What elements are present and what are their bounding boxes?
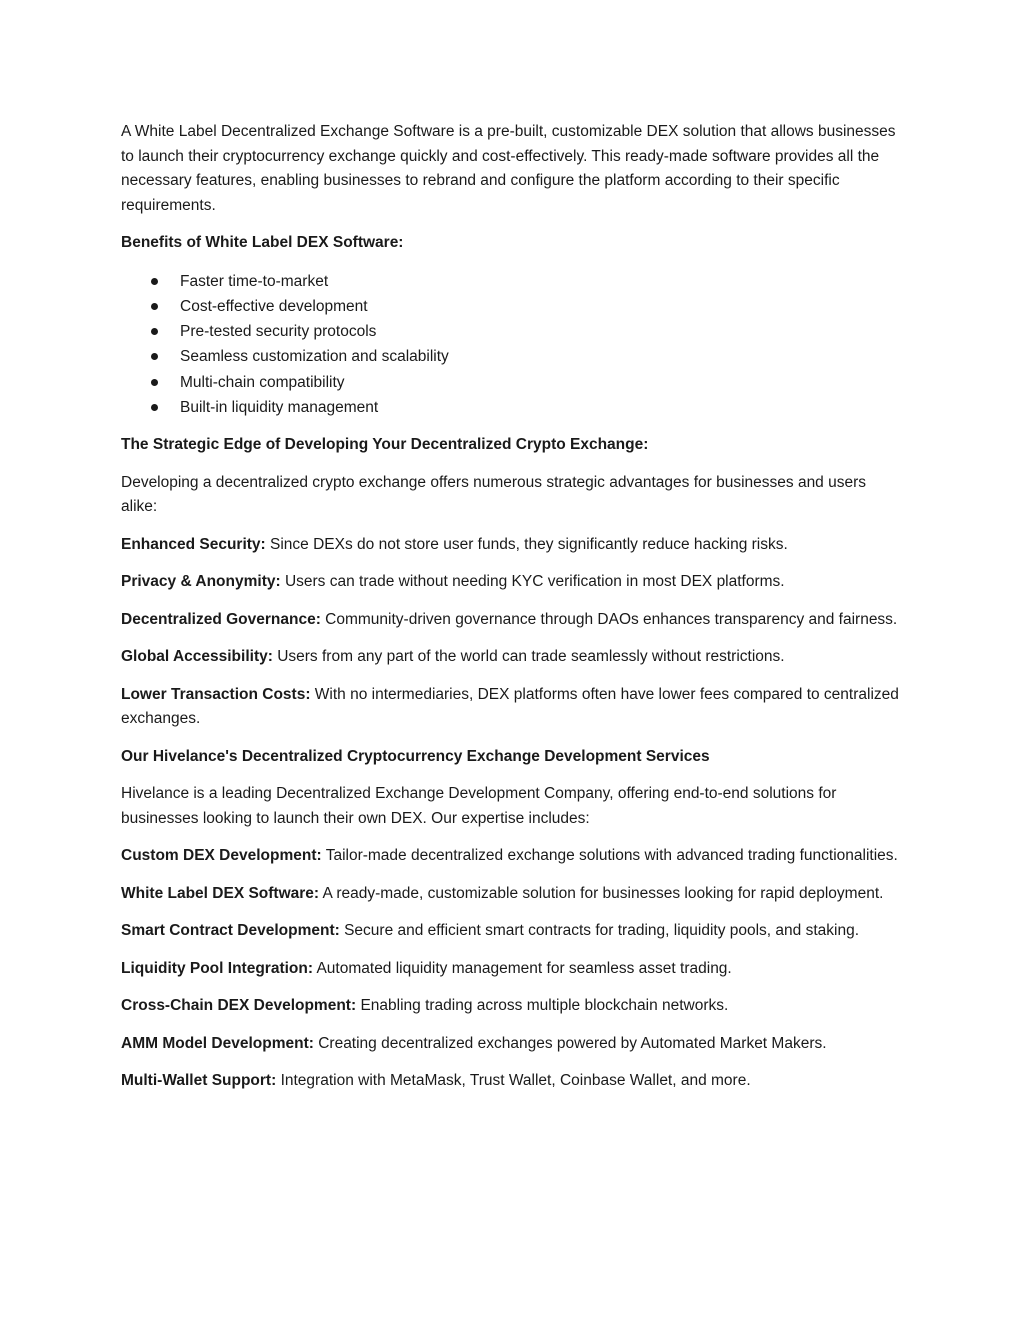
bullet-icon — [151, 328, 158, 335]
point-text: Secure and efficient smart contracts for trading, liquidity pools, and staking. — [339, 922, 860, 940]
list-item — [121, 370, 901, 395]
bullet-icon — [151, 278, 158, 285]
service-point — [121, 844, 901, 869]
services-intro: Hivelance is a leading Decentralized Exchange Development Company, offering end-to-end solutions for businesses looking to launch their own DEX. Our expertise includes: — [121, 785, 837, 827]
list-item-text: Built-in liquidity management — [180, 398, 379, 416]
list-item-text: Pre-tested security protocols — [180, 323, 377, 341]
point-term: Decentralized Governance: — [121, 610, 321, 628]
bullet-icon — [151, 379, 158, 386]
point-term: Custom DEX Development: — [121, 847, 322, 865]
point-term: White Label DEX Software: — [121, 884, 320, 902]
point-term: Smart Contract Development: — [121, 922, 340, 940]
strategic-point — [121, 570, 901, 595]
point-term: Lower Transaction Costs: — [121, 685, 311, 703]
intro-paragraph: A White Label Decentralized Exchange Software is a pre-built, customizable DEX solution that allows businesses to launch their cryptocurrency exchange quickly and cost-effectively. This ready-made software provides all the necessary features, enabling businesses to rebrand and configure the platform according to their specific requirements. — [121, 123, 896, 214]
point-term: Liquidity Pool Integration: — [121, 959, 314, 977]
strategic-intro: Developing a decentralized crypto exchange offers numerous strategic advantages for businesses and users alike: — [121, 473, 867, 516]
point-term: Global Accessibility: — [121, 648, 273, 666]
point-term: Multi-Wallet Support: — [121, 1072, 277, 1090]
point-text: Community-driven governance through DAOs enhances transparency and fairness. — [320, 610, 898, 628]
point-text: Creating decentralized exchanges powered by Automated Market Makers. — [313, 1034, 827, 1052]
list-item-text: Faster time-to-market — [180, 272, 329, 290]
strategic-heading: The Strategic Edge of Developing Your Decentralized Crypto Exchange: — [121, 436, 649, 454]
point-text: Since DEXs do not store user funds, they significantly reduce hacking risks. — [265, 535, 788, 553]
list-item-text: Cost-effective development — [180, 297, 368, 315]
point-text: Users from any part of the world can trade seamlessly without restrictions. — [272, 648, 785, 666]
service-point — [121, 957, 901, 982]
strategic-point — [121, 608, 901, 633]
services-heading: Our Hivelance's Decentralized Cryptocurrency Exchange Development Services — [121, 747, 710, 765]
list-item-text: Multi-chain compatibility — [180, 373, 345, 391]
point-text: Integration with MetaMask, Trust Wallet, Coinbase Wallet, and more. — [276, 1072, 751, 1090]
strategic-point — [121, 645, 901, 670]
list-item — [121, 294, 901, 319]
point-text: Tailor-made decentralized exchange solutions with advanced trading functionalities. — [321, 847, 898, 865]
list-item — [121, 344, 901, 369]
service-point — [121, 994, 901, 1019]
point-text: With no intermediaries, DEX platforms often have lower fees compared to centralized exchanges. — [121, 685, 899, 728]
list-item — [121, 395, 901, 420]
point-term: Enhanced Security: — [121, 535, 266, 553]
service-point — [121, 1069, 901, 1094]
service-point — [121, 882, 901, 907]
point-text: Automated liquidity management for seamless asset trading. — [313, 959, 732, 977]
point-term: Cross-Chain DEX Development: — [121, 997, 357, 1015]
document-page — [121, 120, 901, 1107]
strategic-point — [121, 683, 901, 732]
strategic-point — [121, 533, 901, 558]
list-item — [121, 319, 901, 344]
benefits-heading: Benefits of White Label DEX Software: — [121, 234, 404, 251]
service-point — [121, 1032, 901, 1057]
point-text: Users can trade without needing KYC verification in most DEX platforms. — [280, 573, 785, 591]
list-item — [121, 269, 901, 294]
list-item-text: Seamless customization and scalability — [180, 348, 449, 366]
point-term: AMM Model Development: — [121, 1034, 314, 1052]
point-text: Enabling trading across multiple blockchain networks. — [356, 997, 729, 1015]
point-term: Privacy & Anonymity: — [121, 573, 281, 591]
benefits-list — [121, 269, 901, 421]
bullet-icon — [151, 404, 158, 411]
bullet-icon — [151, 303, 158, 310]
service-point — [121, 919, 901, 944]
bullet-icon — [151, 353, 158, 360]
point-text: A ready-made, customizable solution for businesses looking for rapid deployment. — [319, 884, 884, 902]
